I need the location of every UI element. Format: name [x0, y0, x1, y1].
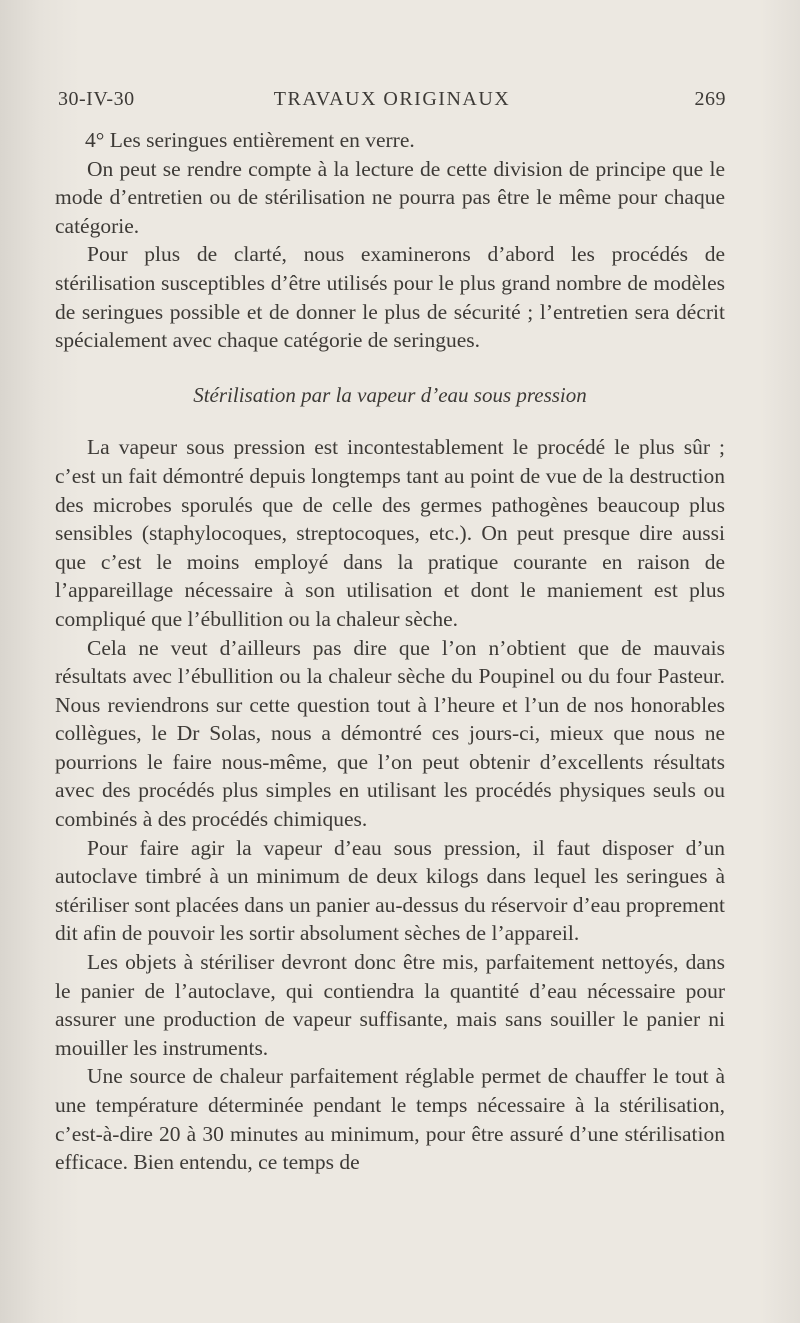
paragraph: Cela ne veut d’ailleurs pas dire que l’on n’obtient que de mauvais résultats avec l’ébullition ou la chaleur sèche du Poupinel ou du four Pasteur. Nous reviendrons sur cette question tout à l’heure et l’un de nos honorables collègues, le Dr Solas, nous a démontré ces jours-ci, mieux que nous ne pourrions le faire nous-même, que l’on peut obtenir d’excellents résultats avec des procédés plus simples en utilisant les procédés physiques seuls ou combinés à des procédés chimiques.: [55, 635, 725, 832]
body-text: [55, 126, 725, 1177]
paragraph: Les objets à stériliser devront donc être mis, parfaitement nettoyés, dans le panier de l’autoclave, qui contiendra la quantité d’eau nécessaire pour assurer une production de vapeur suffisante, mais sans souiller le panier ni mouiller les instruments.: [55, 950, 725, 1060]
section-title: Stérilisation par la vapeur d’eau sous pression: [193, 382, 587, 407]
page-number: 269: [694, 88, 726, 110]
paragraph: Pour faire agir la vapeur d’eau sous pression, il faut disposer d’un autoclave timbré à un minimum de deux kilogs dans lequel les seringues à stériliser sont placées dans un panier au-dessus du réservoir d’eau proprement dit afin de pouvoir les sortir absolument sèches de l’appareil.: [55, 835, 725, 946]
paragraph: Pour plus de clarté, nous examinerons d’abord les procédés de stérilisation susceptibles d’être utilisés pour le plus grand nombre de modèles de seringues possible et de donner le plus de sécurité ; l’entretien sera décrit spécialement avec chaque catégorie de seringues.: [55, 242, 725, 353]
running-title: TRAVAUX ORIGINAUX: [273, 88, 511, 110]
paragraph: 4° Les seringues entièrement en verre.: [85, 128, 415, 152]
paragraph: La vapeur sous pression est incontestablement le procédé le plus sûr ; c’est un fait démontré depuis longtemps tant au point de vue de la destruction des microbes sporulés que de celle des germes pathogènes beaucoup plus sensibles (staphylocoques, streptocoques, etc.). On peut presque dire aussi que c’est le moins employé dans la pratique courante en raison de l’appareillage nécessaire à son utilisation et dont le maniement est plus compliqué que l’ébullition ou la chaleur sèche.: [55, 435, 725, 631]
paragraph: On peut se rendre compte à la lecture de cette division de principe que le mode d’entretien ou de stérilisation ne pourra pas être le même pour chaque catégorie.: [55, 156, 725, 238]
issue-date: 30-IV-30: [58, 88, 135, 110]
paragraph: Une source de chaleur parfaitement réglable permet de chauffer le tout à une température déterminée pendant le temps nécessaire à la stérilisation, c’est-à-dire 20 à 30 minutes au minimum, pour être assuré d’une stérilisation efficace. Bien entendu, ce temps de: [55, 1064, 725, 1175]
running-head: [58, 88, 726, 118]
